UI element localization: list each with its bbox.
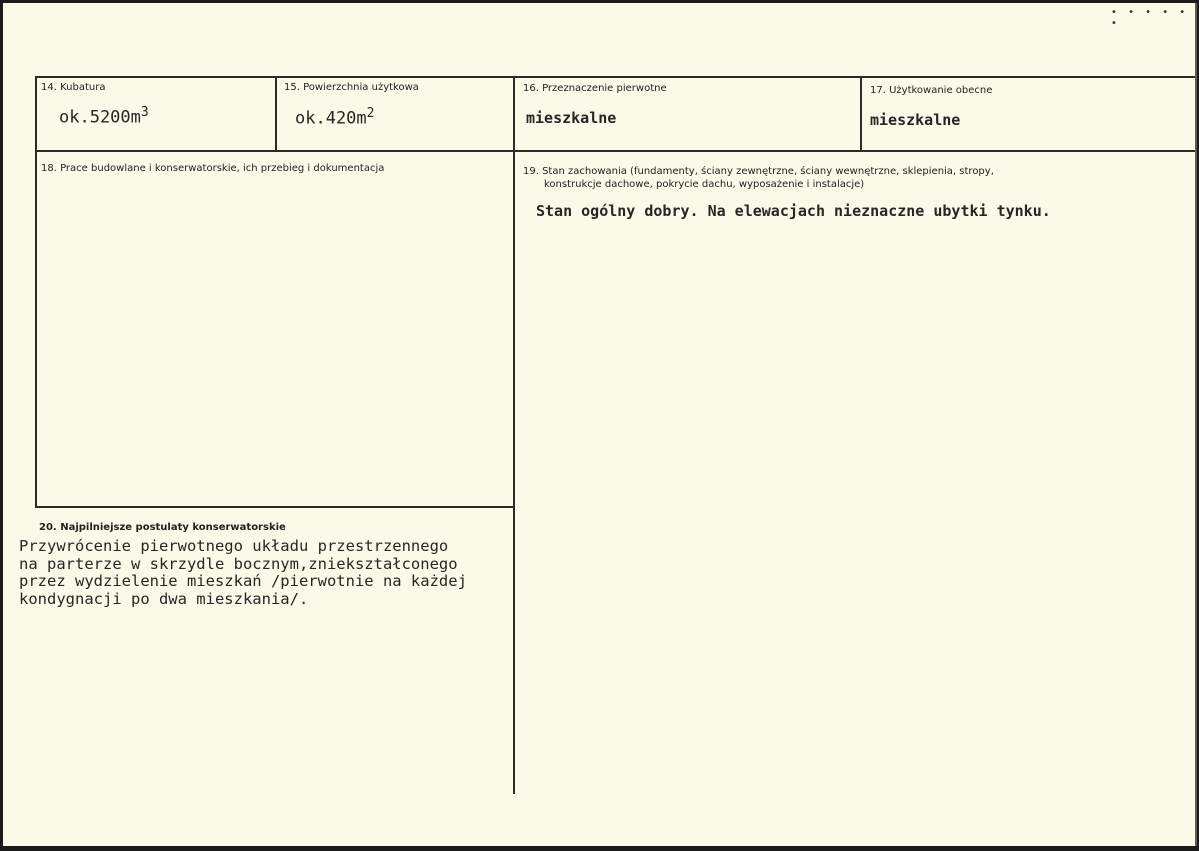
field-18-label: 18. Prace budowlane i konserwatorskie, ich przebieg i dokumentacja bbox=[41, 163, 385, 174]
field-17-value: mieszkalne bbox=[870, 111, 961, 129]
divider-15-16 bbox=[513, 76, 515, 794]
divider-16-17 bbox=[860, 76, 862, 152]
field-14-value bbox=[59, 105, 149, 128]
field-15-value bbox=[295, 106, 374, 129]
field-19-label-line1: 19. Stan zachowania (fundamenty, ściany zewnętrzne, ściany wewnętrzne, sklepienia, stropy, bbox=[523, 166, 994, 177]
field-20-text bbox=[19, 538, 467, 608]
field-20-line: kondygnacji po dwa mieszkania/. bbox=[19, 589, 309, 608]
field-18-bottom-rule bbox=[35, 506, 513, 508]
field-14-value-sup: 3 bbox=[140, 105, 149, 120]
field-17-label: 17. Użytkowanie obecne bbox=[870, 85, 993, 96]
field-20-line: Przywrócenie pierwotnego układu przestrzennego bbox=[19, 537, 449, 555]
field-15-value-sup: 2 bbox=[366, 106, 375, 121]
left-rule bbox=[35, 76, 37, 508]
record-card bbox=[3, 3, 1197, 846]
top-rule bbox=[35, 76, 1195, 78]
field-14-label: 14. Kubatura bbox=[41, 82, 106, 93]
row1-bottom-rule bbox=[35, 150, 1195, 152]
field-15-label: 15. Powierzchnia użytkowa bbox=[284, 82, 419, 93]
field-20-line: na parterze w skrzydle bocznym,zniekształconego bbox=[19, 554, 458, 573]
field-15-value-text: ok.420m bbox=[295, 108, 367, 129]
corner-dots: • • • • • • bbox=[1111, 7, 1190, 29]
field-19-label-line2: konstrukcje dachowe, pokrycie dachu, wyposażenie i instalacje) bbox=[544, 179, 865, 190]
field-16-label: 16. Przeznaczenie pierwotne bbox=[523, 83, 667, 94]
field-20-line: przez wydzielenie mieszkań /pierwotnie na każdej bbox=[19, 572, 467, 590]
field-16-value: mieszkalne bbox=[526, 109, 617, 127]
field-19-value: Stan ogólny dobry. Na elewacjach nieznaczne ubytki tynku. bbox=[536, 202, 1051, 220]
divider-14-15 bbox=[275, 76, 277, 152]
field-14-value-text: ok.5200m bbox=[59, 107, 141, 128]
field-20-label: 20. Najpilniejsze postulaty konserwatorskie bbox=[39, 522, 286, 533]
